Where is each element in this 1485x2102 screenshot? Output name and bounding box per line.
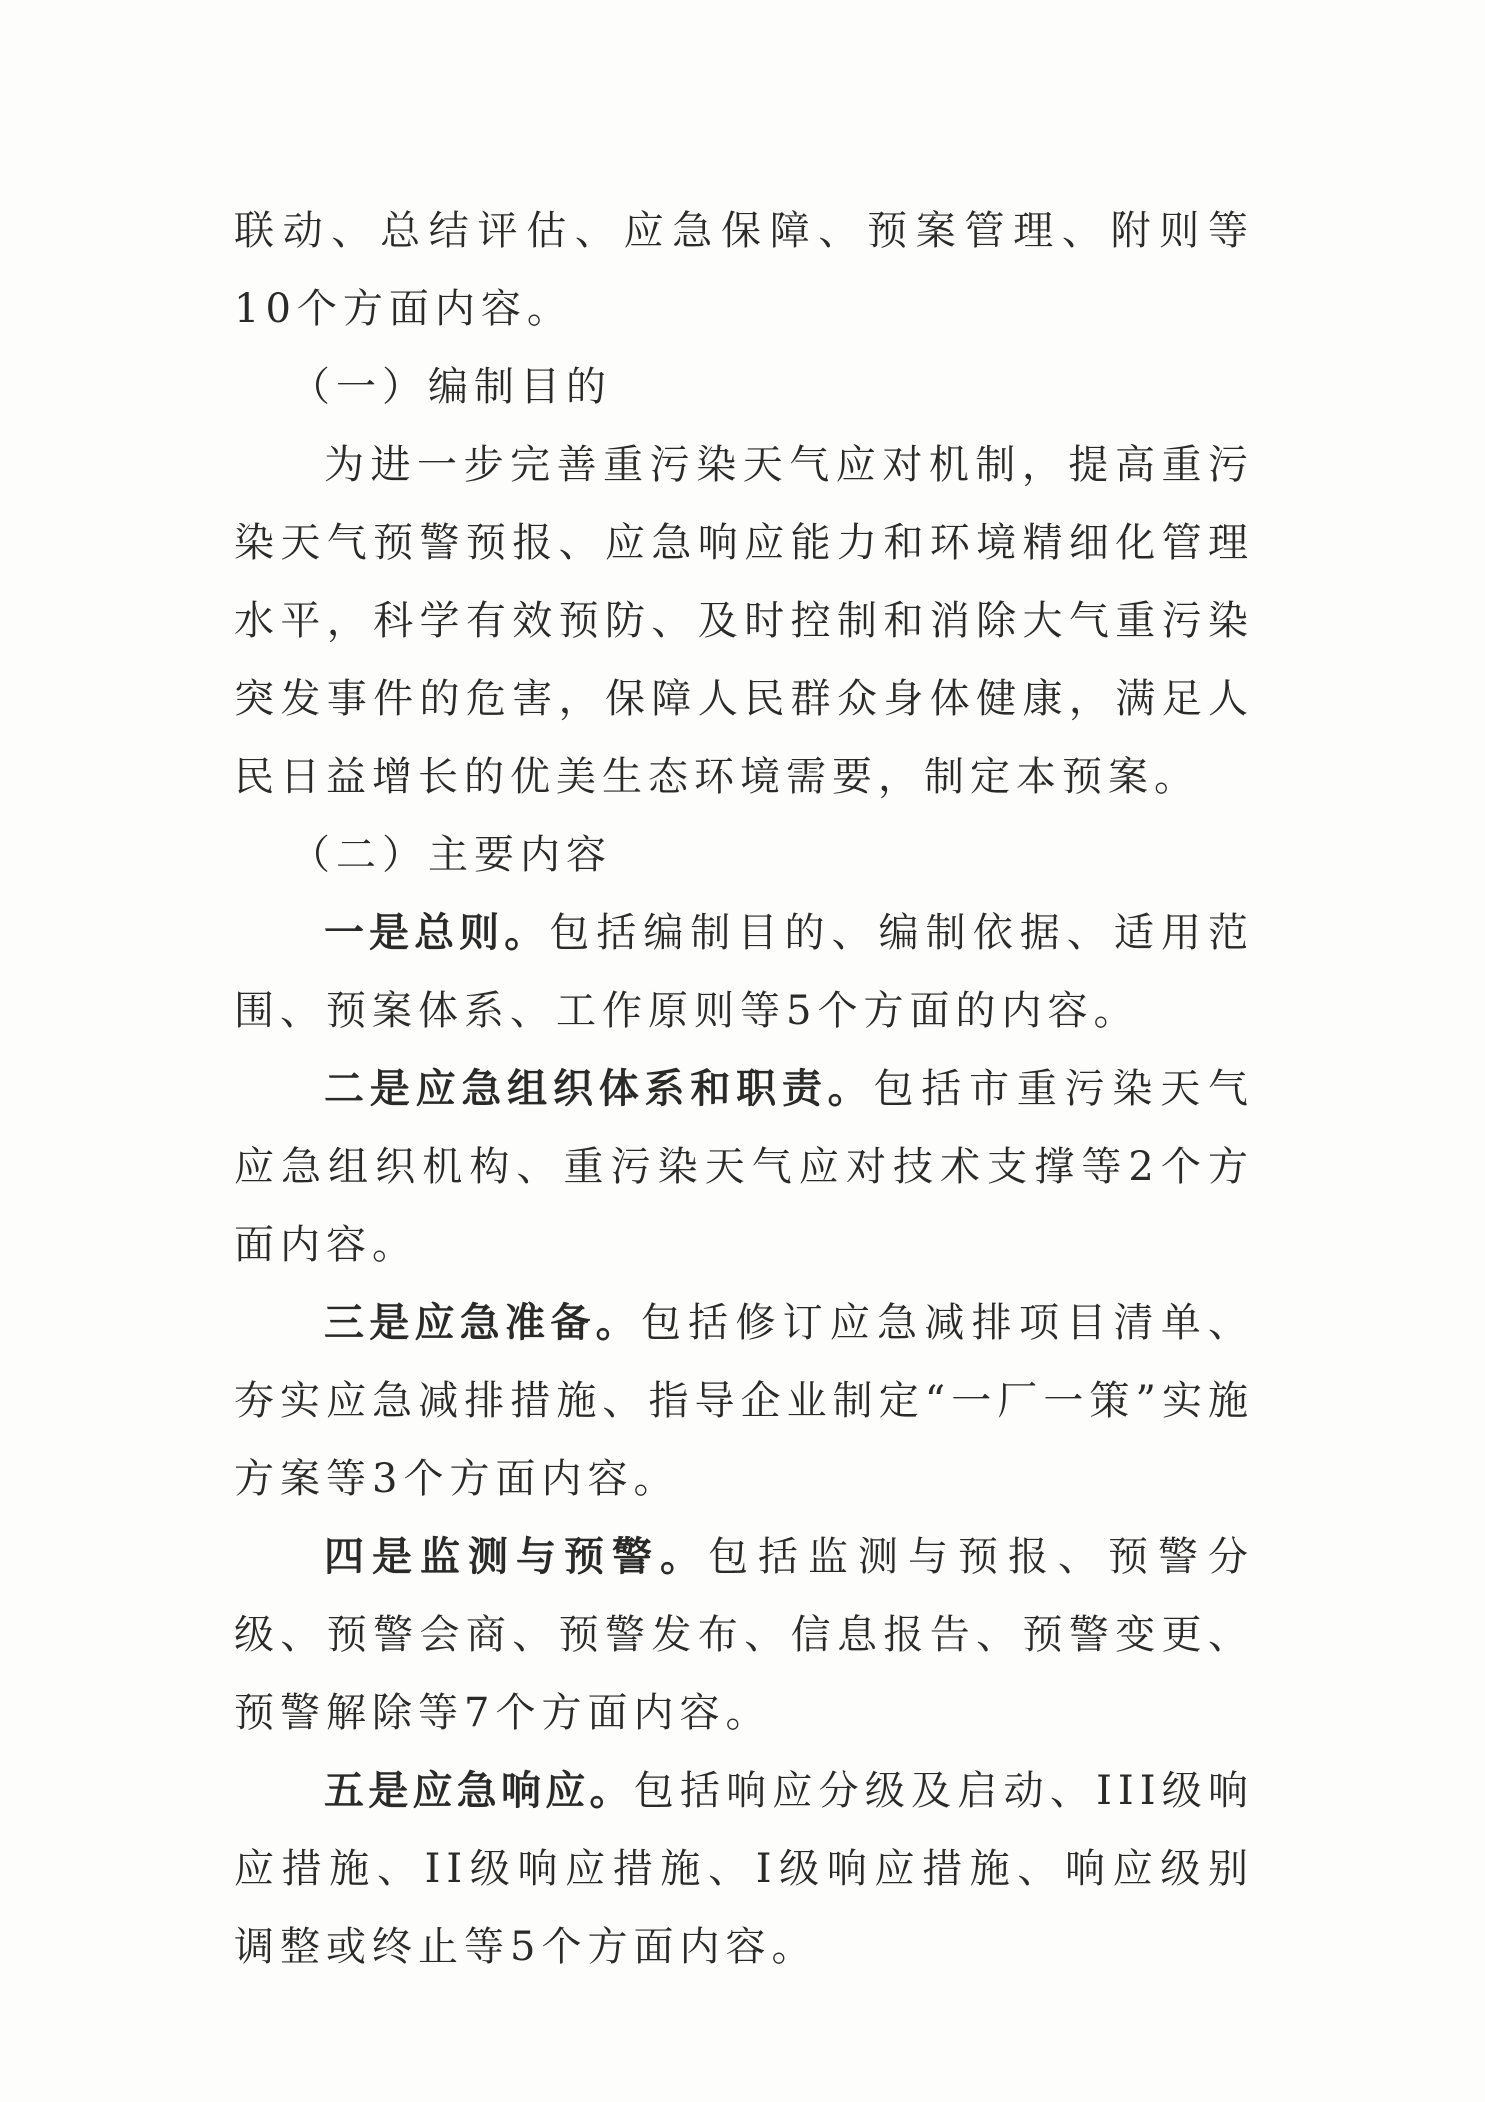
item-lead: 一是总则。 — [324, 910, 550, 956]
list-item — [234, 1752, 1254, 1986]
paragraph-purpose: 为进一步完善重污染天气应对机制，提高重污染天气预警预报、应急响应能力和环境精细化管理水平，科学有效预防、及时控制和消除大气重污染突发事件的危害，保障人民群众身体健康，满足人民日益增长的优美生态环境需要，制定本预案。 — [234, 442, 1254, 800]
list-item — [234, 1050, 1254, 1284]
list-item — [234, 1518, 1254, 1752]
item-text: 包括市重污染天气应急组织机构、重污染天气应对技术支撑等2个方面内容。 — [234, 1066, 1255, 1268]
item-text: 包括修订应急减排项目清单、夯实应急减排措施、指导企业制定“一厂一策”实施方案等3个方面内容。 — [234, 1300, 1255, 1502]
item-lead: 二是应急组织体系和职责。 — [324, 1066, 874, 1112]
section-heading-purpose: （一）编制目的 — [290, 364, 612, 410]
list-item — [234, 894, 1254, 1050]
item-text: 包括监测与预报、预警分级、预警会商、预警发布、信息报告、预警变更、预警解除等7个方面内容。 — [234, 1534, 1254, 1736]
document-body — [234, 192, 1254, 1986]
item-lead: 三是应急准备。 — [324, 1300, 641, 1346]
list-item — [234, 1284, 1254, 1518]
item-lead: 五是应急响应。 — [324, 1768, 634, 1814]
item-text: 包括编制目的、编制依据、适用范围、预案体系、工作原则等5个方面的内容。 — [234, 910, 1255, 1034]
paragraph-continuation: 联动、总结评估、应急保障、预案管理、附则等10个方面内容。 — [234, 208, 1254, 332]
item-lead: 四是监测与预警。 — [324, 1534, 708, 1580]
item-text: 包括响应分级及启动、III级响应措施、II级响应措施、I级响应措施、响应级别调整或终止等5个方面内容。 — [234, 1768, 1255, 1970]
section-heading-main-content: （二）主要内容 — [290, 832, 612, 878]
